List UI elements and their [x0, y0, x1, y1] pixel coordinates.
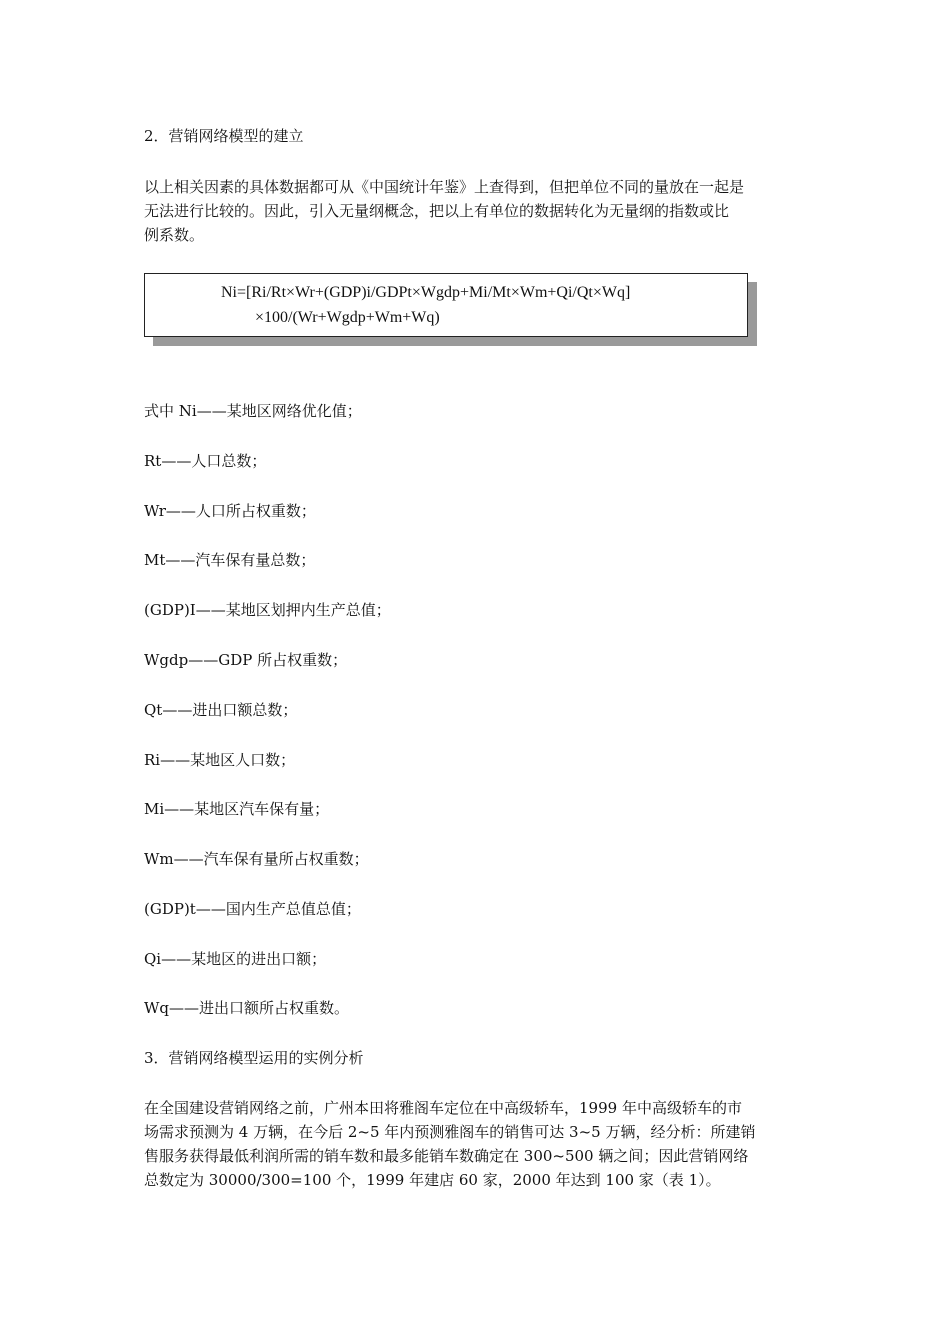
definition-item: Qt——进出口额总数； [144, 701, 298, 719]
example-paragraph [144, 1096, 808, 1192]
definition-item: Wgdp——GDP 所占权重数； [144, 651, 348, 669]
definition-item: Wr——人口所占权重数； [144, 502, 316, 520]
example-line: 在全国建设营销网络之前，广州本田将雅阁车定位在中高级轿车，1999 年中高级轿车的市 [144, 1099, 742, 1117]
definition-item: Ri——某地区人口数； [144, 751, 296, 769]
example-line: 场需求预测为 4 万辆，在今后 2~5 年内预测雅阁车的销售可达 3~5 万辆，经分析：所建销 [144, 1123, 756, 1141]
intro-line: 例系数。 [144, 226, 205, 244]
intro-line: 以上相关因素的具体数据都可从《中国统计年鉴》上查得到，但把单位不同的量放在一起是 [144, 178, 745, 196]
definition-item: Mt——汽车保有量总数； [144, 551, 316, 569]
definition-item: (GDP)I——某地区划押内生产总值； [144, 601, 391, 619]
intro-paragraph [144, 175, 808, 247]
section-heading-2: 2．营销网络模型的建立 [144, 127, 304, 145]
example-line: 总数定为 30000/300=100 个，1999 年建店 60 家，2000 年达到 100 家（表 1）。 [144, 1171, 721, 1189]
example-line: 售服务获得最低利润所需的销车数和最多能销车数确定在 300~500 辆之间；因此营销网络 [144, 1147, 749, 1165]
definition-item: Rt——人口总数； [144, 452, 267, 470]
formula-box [144, 273, 748, 337]
definition-item: (GDP)t——国内生产总值总值； [144, 900, 361, 918]
definition-item: 式中 Ni——某地区网络优化值； [144, 402, 362, 420]
formula-line-1: Ni=[Ri/Rt×Wr+(GDP)i/GDPt×Wgdp+Mi/Mt×Wm+Qi/Qt×Wq] [221, 284, 631, 301]
definition-item: Wm——汽车保有量所占权重数； [144, 850, 369, 868]
intro-line: 无法进行比较的。因此，引入无量纲概念，把以上有单位的数据转化为无量纲的指数或比 [144, 202, 730, 220]
formula-line-2: ×100/(Wr+Wgdp+Wm+Wq) [255, 309, 440, 326]
section-heading-3: 3．营销网络模型运用的实例分析 [144, 1049, 364, 1067]
definition-item: Mi——某地区汽车保有量； [144, 800, 330, 818]
definition-item: Wq——进出口额所占权重数。 [144, 999, 350, 1017]
definition-item: Qi——某地区的进出口额； [144, 950, 327, 968]
